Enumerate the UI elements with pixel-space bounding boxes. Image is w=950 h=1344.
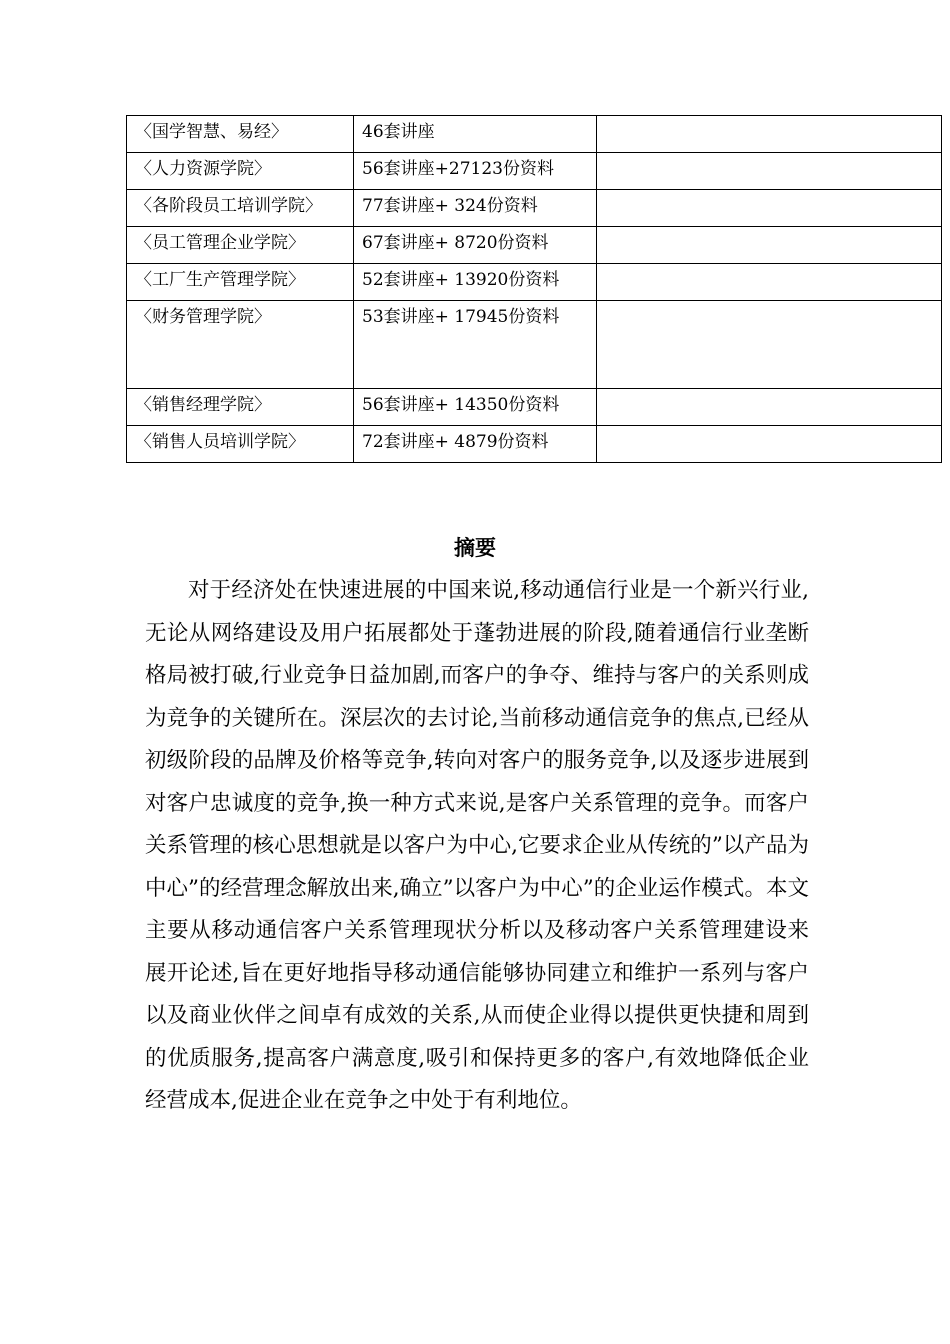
table-row xyxy=(127,426,942,463)
resource-count-text: 53套讲座+ 17945份资料 xyxy=(362,307,560,327)
empty-cell xyxy=(597,301,942,389)
college-name-cell: 〈销售人员培训学院〉 xyxy=(127,426,354,463)
resource-count-cell: 52套讲座+ 13920份资料 xyxy=(354,264,597,301)
table-row xyxy=(127,153,942,190)
empty-cell xyxy=(597,389,942,426)
college-name-cell: 〈人力资源学院〉 xyxy=(127,153,354,190)
college-name-cell: 〈各阶段员工培训学院〉 xyxy=(127,190,354,227)
resource-count-cell xyxy=(354,301,597,389)
college-name-cell: 〈国学智慧、易经〉 xyxy=(127,116,354,153)
resource-count-cell: 67套讲座+ 8720份资料 xyxy=(354,227,597,264)
college-name-cell: 〈工厂生产管理学院〉 xyxy=(127,264,354,301)
resource-count-cell: 77套讲座+ 324份资料 xyxy=(354,190,597,227)
abstract-body: 对于经济处在快速进展的中国来说,移动通信行业是一个新兴行业,无论从网络建设及用户拓展都处于蓬勃进展的阶段,随着通信行业垄断格局被打破,行业竞争日益加剧,而客户的争夺、维持与客户的关系则成为竞争的关键所在。深层次的去讨论,当前移动通信竞争的焦点,已经从初级阶段的品牌及价格等竞争,转向对客户的服务竞争,以及逐步进展到对客户忠诚度的竞争,换一种方式来说,是客户关系管理的竞争。而客户关系管理的核心思想就是以客户为中心,它要求企业从传统的”以产品为中心”的经营理念解放出来,确立”以客户为中心”的企业运作模式。本文主要从移动通信客户关系管理现状分析以及移动客户关系管理建设来展开论述,旨在更好地指导移动通信能够协同建立和维护一系列与客户以及商业伙伴之间卓有成效的关系,从而使企业得以提供更快捷和周到的优质服务,提高客户满意度,吸引和保持更多的客户,有效地降低企业经营成本,促进企业在竞争之中处于有利地位。 xyxy=(145,578,809,1113)
empty-cell xyxy=(597,227,942,264)
resource-count-cell: 56套讲座+ 14350份资料 xyxy=(354,389,597,426)
table-row xyxy=(127,227,942,264)
college-name-cell: 〈员工管理企业学院〉 xyxy=(127,227,354,264)
empty-cell xyxy=(597,426,942,463)
table-row xyxy=(127,190,942,227)
empty-cell xyxy=(597,190,942,227)
resource-count-cell: 46套讲座 xyxy=(354,116,597,153)
table-row xyxy=(127,301,942,389)
table-row xyxy=(127,116,942,153)
empty-cell xyxy=(597,264,942,301)
college-name-cell: 〈销售经理学院〉 xyxy=(127,389,354,426)
table-row xyxy=(127,389,942,426)
abstract-heading: 摘要 xyxy=(454,536,496,560)
empty-cell xyxy=(597,153,942,190)
empty-cell xyxy=(597,116,942,153)
resource-count-cell: 72套讲座+ 4879份资料 xyxy=(354,426,597,463)
college-name-cell: 〈财务管理学院〉 xyxy=(127,301,354,389)
course-catalog-table xyxy=(126,115,942,463)
resource-count-cell: 56套讲座+27123份资料 xyxy=(354,153,597,190)
